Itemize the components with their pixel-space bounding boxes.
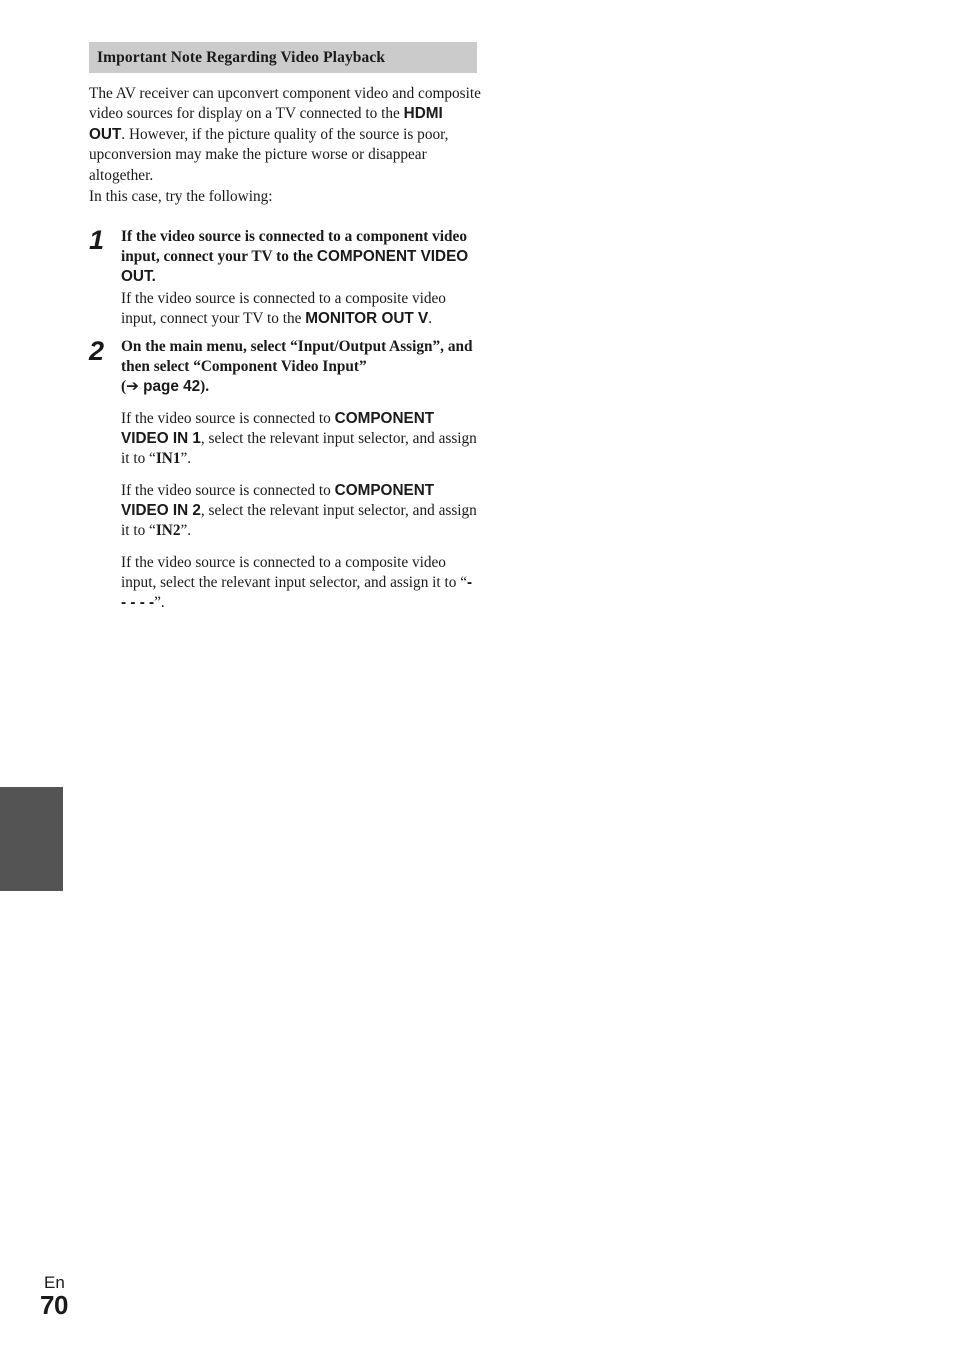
section-heading: Important Note Regarding Video Playback — [89, 42, 477, 73]
component-video-out-term: COMPONENT VIDEO OUT. — [121, 248, 469, 286]
language-label: En — [44, 1273, 65, 1292]
in1-value: IN1 — [155, 450, 181, 468]
none-value: - - - - - — [121, 574, 473, 612]
chapter-side-tab — [0, 787, 63, 891]
step-1-title: If the video source is connected to a component video input, connect your TV to the COMPONENT VIDEO OUT. — [121, 228, 469, 286]
component-video-in-2-term: COMPONENT VIDEO IN 2 — [121, 482, 435, 520]
page-number: 70 — [40, 1290, 68, 1320]
monitor-out-v-term: MONITOR OUT V — [305, 310, 429, 328]
step-2-paragraph-3: If the video source is connected to a composite video input, select the relevant input selector, and assign it to “- - - - -”. — [121, 554, 473, 612]
step-2-number: 2 — [89, 336, 105, 366]
step-1-body: If the video source is connected to a composite video input, connect your TV to the MONITOR OUT V. — [121, 290, 446, 328]
step-2-paragraph-1: If the video source is connected to COMPONENT VIDEO IN 1, select the relevant input selector, and assign it to “IN1”. — [121, 410, 477, 468]
intro-paragraph: The AV receiver can upconvert component video and composite video sources for display on a TV connected to the HDMI OUT. However, if the picture quality of the source is poor, upconversion may make the picture worse or disappear altogether. — [89, 85, 481, 184]
in2-value: IN2 — [155, 522, 181, 540]
hdmi-out-term: HDMI OUT — [89, 105, 443, 143]
page-reference-link[interactable]: page 42 — [138, 378, 201, 396]
arrow-icon: ➔ — [126, 378, 139, 396]
step-2-title: On the main menu, select “Input/Output Assign”, and then select “Component Video Input” (➔ page 42). — [121, 338, 473, 396]
intro-paragraph-2: In this case, try the following: — [89, 188, 273, 205]
step-1-number: 1 — [89, 225, 105, 255]
step-2-paragraph-2: If the video source is connected to COMPONENT VIDEO IN 2, select the relevant input selector, and assign it to “IN2”. — [121, 482, 477, 540]
component-video-in-1-term: COMPONENT VIDEO IN 1 — [121, 410, 435, 448]
